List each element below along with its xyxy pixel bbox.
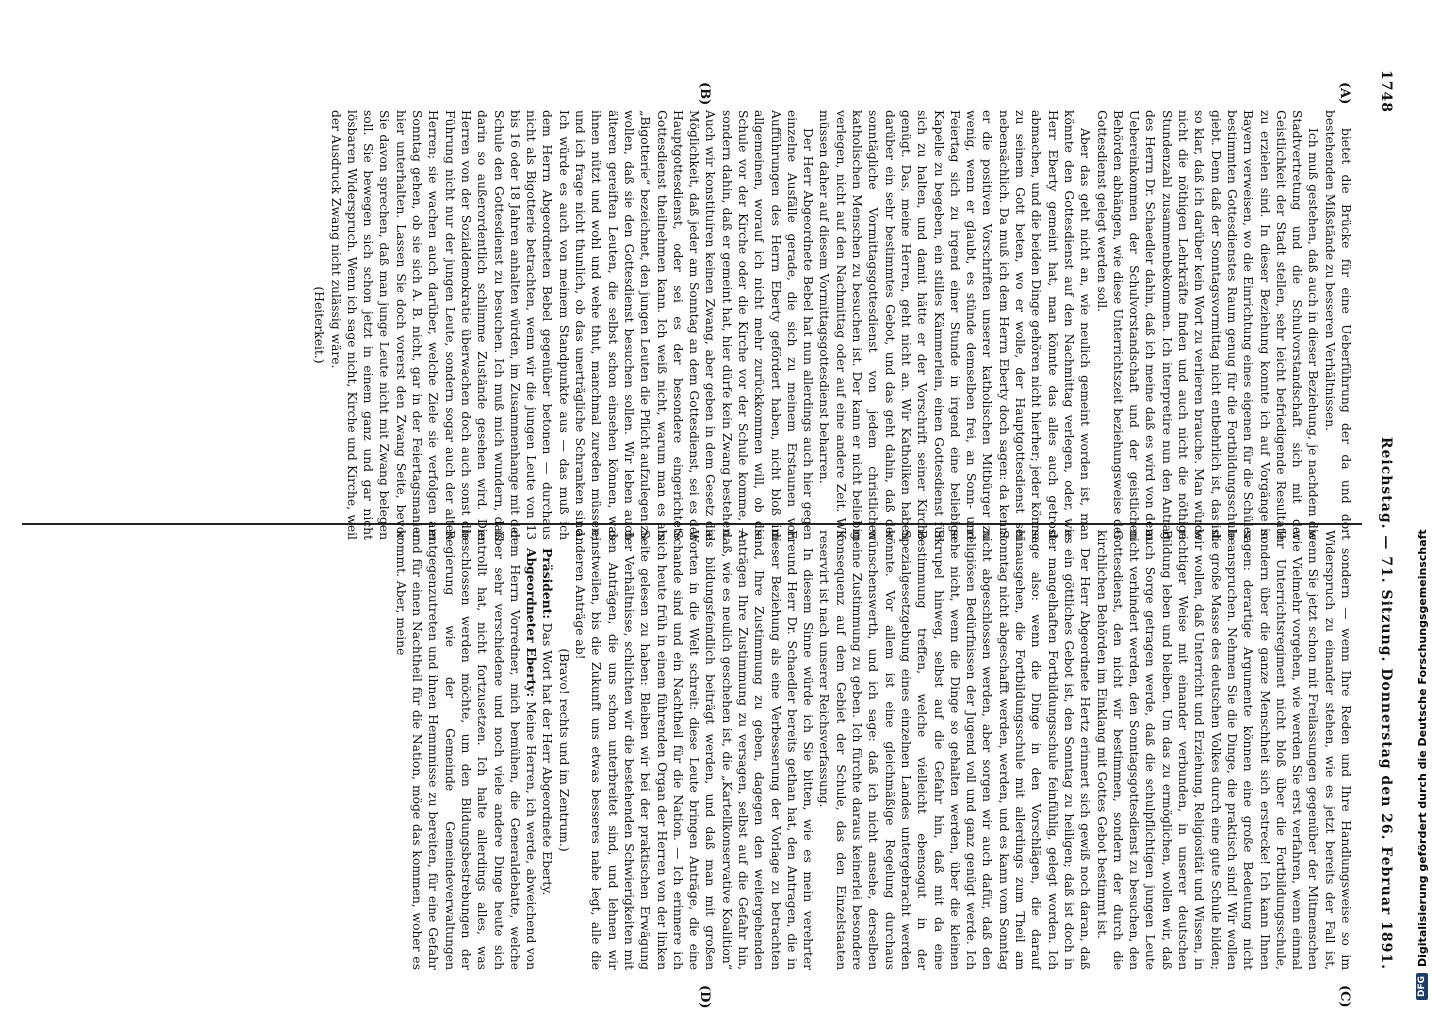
digitization-footer (1414, 0, 1430, 1000)
paragraph: sondern — wenn Ihre Reden und Ihre Handlungsweise so im Widerspruch zu einander stehen, wie es jetzt bereits der Fall ist, wenn Sie jetzt schon mit Freilassungen gegenüber der Mitmenschen wie Vielmehr vorgehen, wie werden Sie erst verfahren, wenn einmal Ihr Unterrichtsregiment nicht bloß über die Fortbildungsschule, sondern über die ganze Menschheit sich erstrecke! Ich kann Ihnen sagen: derartige Argumente können eine große Bedeutung nicht beanspruchen. Nehmen Sie die Dinge, die praktisch sind! Wir wollen die große Masse des deutschen Volkes durch eine gute Schule bilden; wir wollen, daß Unterricht und Erziehung, Religiosität und Wissen, in richtiger Weise mit einander verbunden, in unserer deutschen Bildung leben und bleiben. Um das zu ermöglichen, wollen wir, daß auch Sorge getragen werde, daß die schulpflichtigen jungen Leute nicht verhindert werden, den Sonntagsgottesdienst zu besuchen, den Gottesdienst, den nicht wir bestimmen, sondern der durch die kirchlichen Behörden im Einklang mit Gottes Gebot bestimmt ist. (1094, 530, 1353, 970)
applause-note: (Heiterkeit.) (312, 286, 327, 364)
margin-letter-b: (B) (697, 82, 712, 106)
speaker-text: Meine Herren, ich werde, abweichend von dem Herrn Vorredner, mich bemühen, die Generaldebatte, welche über sehr verschiedene und noch viele andere Dinge heute sich entrollt hat, nicht fortzusetzen. Ich halte allerdings alles, was beschlossen werden möchte, um den Bildungsbestrebungen der Regierung wie der Gemeinde Gemeindeverwaltungen entgegenzutreten und ihnen Hemmnisse zu bereiten, für eine Gefahr und für einen Nachtheil für die Nation, möge das kommen, woher es kommt. Aber, meine (393, 530, 539, 970)
president-label: Präsident: (540, 548, 556, 619)
president-text: Das Wort hat der Herr Abgeordnete Eberty. (540, 622, 555, 896)
paragraph: Der Herr Abgeordnete Hertz erinnert sich gewiß noch daran, daß es ein göttliches Gebot ist, den Sonntag zu heiligen; daß ist doch in der mangelhaften Fortbildungsschule feinfühlig, gelegt worden. Ich sage also: wenn die Dinge in den Vorschlägen, die darauf hinausgehen, die Fortbildungsschule mit allerdings zum Theil am Sonntag nicht abgeschafft werden, werden, und es kann vom Sonntag nicht abgeschlossen werden, aber sorgen wir auch dafür, daß den religiösen Bedürfnissen der Jugend voll und ganz genügt werde. Ich sehe nicht, wenn die Dinge so gehalten werden, über die kleinen Skrupel hinweg, selbst auf die Gefahr hin, daß mit da eine Bestimmung treffen, welche vielleicht ebensogut in der Spezialgesetzgebung eines einzelnen Landes untergebracht werden könnte. Vor allem ist eine gleichmäßige Regelung durchaus wünschenswerth, und ich sage: daß ich nicht ansehe, derselben meine Zustimmung zu geben. Ich fürchte daraus keinerlei besondere Konsequenz auf dem Gebiet der Schule, das den Einzelstaaten reservirt ist nach unserer Reichsverfassung. (817, 530, 1093, 970)
paragraph: bietet die Brücke für eine Ueberführung der da und dort bestehenden Mißstände zu besseren Verhältnissen. (1322, 110, 1353, 540)
president-remark (539, 530, 555, 970)
page-number: 1748 (1378, 70, 1394, 113)
page-header (1368, 70, 1394, 970)
scanned-page (2, 0, 1412, 1009)
paragraph: Aber das geht nicht an, wie neulich gemeint worden ist, man könnte den Gottesdienst auf den Nachmittag verlegen, oder, wie Herr Eberty gemeint hat, man könnte das alles auch getrost abmachen, und die beiden Dinge gehören nicht hierher; jeder könne zu seinem Gott beten, wo er wolle, der Hauptgottesdienst sei nebensächlich. Da muß ich dem Herrn Eberty doch sagen: da kennt er die positiven Vorschriften unserer katholischen Mitbürger zu wenig, wenn er glaubt, es stünde demselben frei, an Sonn- und Feiertag sich zu irgend einer Stunde in irgend eine beliebige Kapelle zu begeben, ein stilles Kämmerlein, einen Gottesdienst für sich zu halten, und damit hätte er der Vorschrift seiner Kirche genügt. Das, meine Herren, geht nicht an. Wir Katholiken haben darüber ein sehr bestimmtes Gebot, und das geht dahin, daß der sonntägliche Vormittagsgottesdienst von jedem christlichen katholischen Menschen zu besuchen ist. Der kann er nicht beliebig verlegen, nicht auf den Nachmittag oder auf eine andere Zeit. Wir müssen daher auf diesem Vormittagsgottesdienst beharren. (817, 110, 1093, 540)
paragraph: Ich muß gestehen, daß auch in dieser Beziehung, je nachdem die Stadtvertretung und die Schulvorstandschaft sich mit der Geistlichkeit der Stadt stellen, sehr leicht befriedigende Resultate zu erzielen sind. In dieser Beziehung konnte ich auf Vorgänge in Bayern verweisen, wo die Einrichtung eines eigenen für die Schüler bestimmten Gottesdienstes Raum genug für die Fortbildungsschule giebt. Denn daß der Sonntagsvormittag nicht entbehrlich ist, das ist so klar, daß ich darüber kein Wort zu verlieren brauche. Man würde nicht die nöthigen Lehrkräfte finden und auch nicht die nöthige Stundenzahl zusammenbekommen. Ich interpretire nun den Antrag des Herrn Dr. Schaedler dahin, daß ich meine daß es wird von dem Uebereinkommen der Schulvorstandschaft und der geistlichen Behörden abhängen, wie diese Unterrichtszeit beziehungsweise der Gottesdienst gelegt werden soll. (1094, 110, 1321, 540)
margin-letter-c: (C) (1337, 985, 1352, 1008)
dfg-logo: DFG (1416, 973, 1428, 1000)
right-column (34, 530, 1354, 970)
footer-text: Digitalisierung gefördert durch die Deutsche Forschungsgemeinschaft (1415, 529, 1429, 967)
paragraph: In diesem Sinne würde ich Sie bitten, wie es mein verehrter Freund Herr Dr. Schaedler bereits gethan hat, den Antragen, die in dieser Beziehung als eine Verbesserung der Vorlage zu betrachten sind, Ihre Zustimmung zu geben, dagegen den weitergehenden Anträgen Ihre Zustimmung zu versagen, selbst auf die Gefahr hin, daß, wie es neulich geschehen ist, die „Kartellkonservative Koalition“ als bildungsfeindlich beiträgt werden, und daß man mit großen Worten in die Welt schreit: diese Leute bringen Anträge, die eine Schande sind und ein Nachtheil für die Nation. — Ich erinnere ich mich heute früh in einem führenden Organ der Herren von der linken Seite gelesen zu haben: Bleiben wir bei der praktischen Erwägung der Verhältnisse, schlichten wir die bestehenden Schwierigkeiten mit den Anträgen, die uns schon unterbreitet sind, und lehnen wir einstweilen, bis die Zukunft uns etwas besseres nahe legt, alle die anderen Anträge ab! (573, 530, 816, 970)
left-column (34, 110, 1354, 540)
applause-note: (Bravo! rechts und im Zentrum.) (556, 648, 571, 852)
paragraph: Der Herr Abgeordnete Bebel hat nun allerdings auch hier gegen einzelne Ausfälle gerade, die sich zu meinem Erstaunen von Aufführungen des Herrn Eberty gefördert haben, nicht bloß im allgemeinen, worauf ich nicht mehr zurückkommen will, ob die Schule vor der Kirche oder die Kirche vor der Schule komme, — sondern dahin, daß er gemeint hat, hier dürfe kein Zwang bestehen. Auch wir konstituiren keinen Zwang, aber geben in dem Gesetz die Möglichkeit, daß jeder am Sonntag an dem Gottesdienst, sei es der Hauptgottesdienst, oder sei es der besondere eingerichtete Gottesdienst theilnehmen kann. Ich weiß nicht, warum man es als „Bigotterie“ bezeichnet, den jungen Leuten die Pflicht aufzulegen zu wollen, daß sie den Gottesdienst besuchen sollen. Wir leben auch älteren gereiften Leuten, die selbst schon einsehen können, was ihnen nützt und wohl und wehe thut, manchmal zureden müssen; und ich frage nicht thunlich, ob das unerträgliche Schranken sind. Ich würde es auch von meinem Standpunkte aus — das muß ich dem Herrn Abgeordneten Bebel gegenüber betonen — durchaus nicht als Bigotterie betrachten, wenn wir die jungen Leute von 13 bis 16 oder 18 Jahren anhalten würden, im Zusammenhange mit der Schule den Gottesdienst zu besuchen. Ich muß mich wundern, daß darin so außerordentlich schlimme Zustände gesehen wird. Die Herren von der Sozialdemokratie überwachen doch auch sonst die Führung nicht nur der jungen Leute, sondern sogar auch der alten Herren; sie wachen auch darüber, welche Ziele sie verfolgen am Sonntag gehen, ob sie sich A. B. nicht, gar in der Feiertagsmanier hier unterhalten. Lassen Sie doch vorerst den Zwang Seite, bevor Sie davon sprechen, daß man junge Leute nicht mit Zwang belegen soll. Sie bewegen sich schon jetzt in einem ganz und gar nicht lösbaren Widerspruch. Wenn ich sage nicht, Kirche und Kirche, weil der Ausdruck Zwang nicht zulässig wäre. (328, 110, 816, 540)
margin-letter-a: (A) (1337, 82, 1352, 105)
margin-letter-d: (D) (697, 985, 712, 1009)
speaker-label: Abgeordneter Eberty: (524, 548, 540, 698)
running-title: Reichstag. — 71. Sitzung. Donnerstag den 26. Februar 1891. (1378, 436, 1394, 970)
speaker-remark (392, 530, 539, 970)
